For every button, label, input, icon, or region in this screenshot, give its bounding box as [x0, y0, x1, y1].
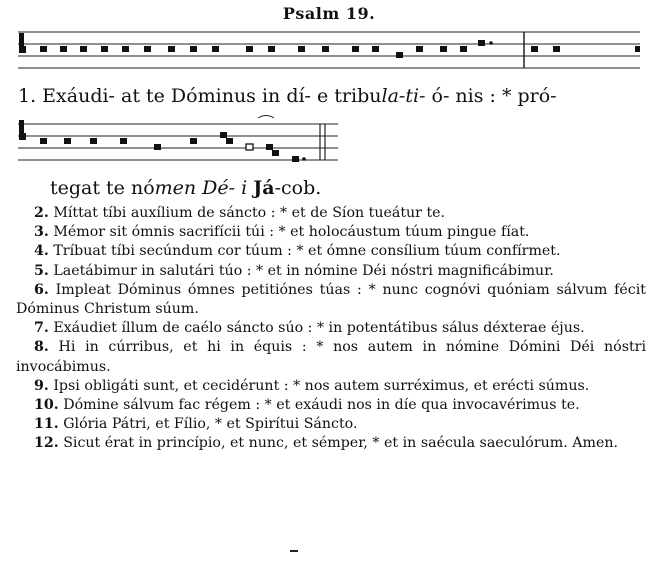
chant-text-end: ó- nis : * pró- — [425, 85, 557, 107]
verse — [16, 396, 646, 415]
verse-text: Dómine sálvum fac régem : * et exáudi nos in díe qua invocavérimus te. — [63, 397, 580, 414]
verse-number: 6. — [34, 281, 49, 298]
verse — [16, 415, 646, 434]
verse-text: Exáudiet íllum de caélo sáncto súo : * in potentátibus sálus déxterae éjus. — [53, 320, 585, 337]
chant-lyric-line-1 — [18, 85, 557, 107]
verse-text: Míttat tíbi auxílium de sáncto : * et de Síon tueátur te. — [53, 205, 446, 221]
verse-text: Impleat Dóminus ómnes petitiónes túas : * nunc cognóvi quóniam sálvum fécit Dóminus Christum súum. — [16, 281, 646, 318]
verse — [16, 338, 646, 376]
neumes-line-1 — [19, 33, 640, 58]
page-mark — [290, 550, 298, 552]
verse-number: 5. — [34, 262, 49, 279]
verse — [16, 319, 646, 338]
verse — [16, 281, 646, 319]
verse-text: Hi in cúrribus, et hi in équis : * nos autem in nómine Dómini Déi nóstri invocábimus. — [16, 339, 646, 375]
chant-text-end: -cob. — [274, 177, 322, 199]
chant-text-italic: men Dé- i — [154, 177, 248, 199]
verse-number: 8. — [34, 339, 49, 356]
verse-number: 12. — [34, 435, 59, 452]
verse — [16, 377, 646, 396]
verse — [16, 242, 646, 261]
chant-text: 1. Exáudi- at te Dóminus in dí- e tribu — [18, 85, 382, 107]
verse — [16, 204, 646, 223]
verse — [16, 262, 646, 281]
verse-text: Tríbuat tíbi secúndum cor túum : * et ómne consílium túum confírmet. — [53, 243, 561, 260]
verse-number: 3. — [34, 224, 49, 241]
chant-text-bold: Já — [253, 177, 275, 199]
verse-text: Laetábimur in salutári túo : * et in nómine Déi nóstri magnificábimur. — [53, 262, 554, 279]
verse-number: 11. — [34, 416, 59, 433]
verse — [16, 434, 646, 453]
verse-text: Sicut érat in princípio, et nunc, et sémper, * et in saécula saeculórum. Amen. — [63, 435, 618, 452]
chant-text-italic: la-ti- — [381, 85, 426, 107]
verse — [16, 223, 646, 242]
verse-number: 2. — [34, 205, 49, 221]
verse-list — [16, 204, 646, 454]
verse-number: 7. — [34, 320, 49, 337]
verse-number: 10. — [34, 397, 59, 414]
chant-staff-2 — [0, 114, 658, 174]
verse-text: Mémor sit ómnis sacrifícii túi : * et holocáustum túum pingue fíat. — [53, 224, 530, 241]
chant-staff-1 — [0, 24, 658, 84]
verse-text: Glória Pátri, et Fílio, * et Spirítui Sáncto. — [63, 416, 358, 433]
neumes-line-2 — [19, 120, 306, 162]
verse-number: 4. — [34, 243, 49, 260]
verse-number: 9. — [34, 377, 49, 394]
chant-text: tegat te nó — [50, 177, 155, 199]
chant-lyric-line-2 — [50, 177, 321, 199]
verse-text: Ipsi obligáti sunt, et cecidérunt : * nos autem surréximus, et erécti súmus. — [53, 377, 590, 394]
psalm-title: Psalm 19. — [282, 4, 376, 23]
